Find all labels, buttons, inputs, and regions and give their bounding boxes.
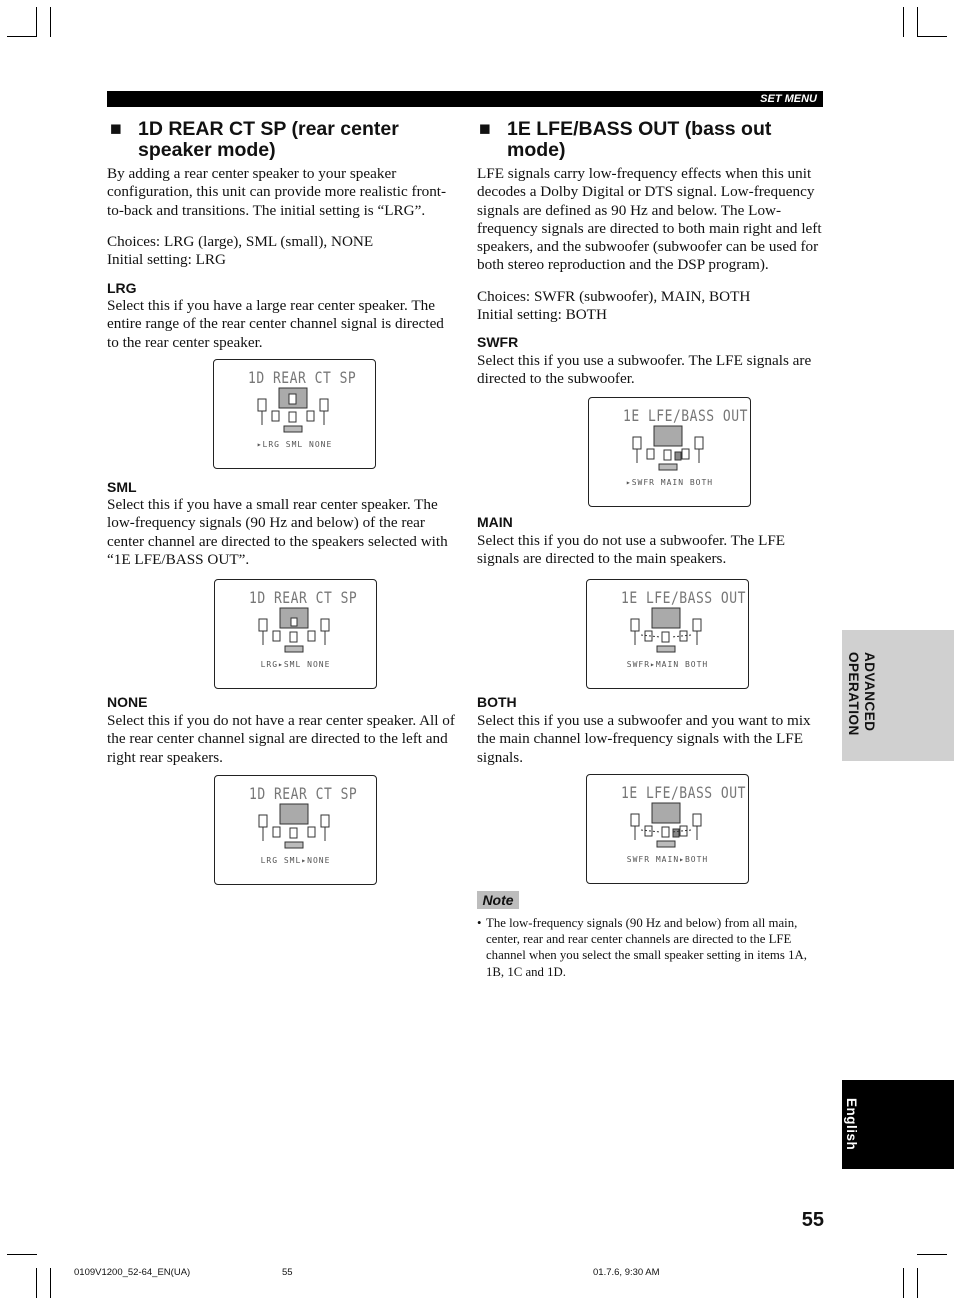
footer-file: 0109V1200_52-64_EN(UA) <box>74 1267 191 1278</box>
section-heading-rear-ct: ■ 1D REAR CT SP (rear center speaker mode) <box>110 118 399 161</box>
option-text-both: Select this if you use a subwoofer and you want to mix the main channel low-frequency signals with the LFE signals. <box>477 712 811 766</box>
choices-text: Choices: SWFR (subwoofer), MAIN, BOTH <box>477 288 751 305</box>
display-title: 1E LFE/BASS OUT <box>623 407 748 426</box>
square-bullet-icon: ■ <box>110 118 122 140</box>
section-header-bar <box>107 91 823 107</box>
option-heading-both: BOTH <box>477 694 517 710</box>
footer-page: 55 <box>282 1267 293 1278</box>
crop-mark <box>36 7 37 37</box>
crop-mark <box>917 36 947 37</box>
intro-paragraph: By adding a rear center speaker to your speaker configuration, this unit can provide more realistic front-to-back and transitions. The initial setting is “LRG”. <box>107 165 447 219</box>
side-tab-language <box>842 1080 954 1169</box>
lcd-display-panel <box>214 579 377 689</box>
speaker-layout-diagram <box>255 605 335 655</box>
crop-mark <box>50 7 51 37</box>
section-label: SET MENU <box>760 93 817 105</box>
side-tab-label: ADVANCED <box>862 652 877 732</box>
speaker-layout-diagram <box>254 385 334 435</box>
speaker-layout-diagram <box>629 423 709 473</box>
initial-setting-text: Initial setting: BOTH <box>477 306 607 323</box>
choices-text: Choices: LRG (large), SML (small), NONE <box>107 233 374 250</box>
option-text-main: Select this if you do not use a subwoofer. The LFE signals are directed to the main speakers. <box>477 532 786 568</box>
lcd-display-panel <box>588 397 751 507</box>
language-label: English <box>844 1098 859 1151</box>
option-heading-lrg: LRG <box>107 280 137 296</box>
option-heading-main: MAIN <box>477 514 513 530</box>
display-choices: ▸SWFR MAIN BOTH <box>625 478 714 487</box>
lcd-display-panel <box>214 775 377 885</box>
option-text-none: Select this if you do not have a rear center speaker. All of the rear center channel signal are directed to the left and right rear speakers. <box>107 712 455 766</box>
square-bullet-icon: ■ <box>479 118 491 140</box>
display-title: 1E LFE/BASS OUT <box>621 589 746 608</box>
display-choices: SWFR MAIN▸BOTH <box>626 855 709 864</box>
display-choices: LRG▸SML NONE <box>260 660 331 669</box>
option-heading-none: NONE <box>107 694 148 710</box>
crop-mark <box>7 36 37 37</box>
crop-mark <box>917 1254 947 1255</box>
display-title: 1D REAR CT SP <box>249 589 358 608</box>
crop-mark <box>903 7 904 37</box>
intro-paragraph: LFE signals carry low-frequency effects when this unit decodes a Dolby Digital or DTS signal. Low-frequency signals are defined as 90 Hz and below. The Low-frequency signals are directed to both main right and left speakers, and the subwoofer (subwoofer can be used for both stereo reproduction and the DSP program). <box>477 165 822 274</box>
option-text-lrg: Select this if you have a large rear center speaker. The entire range of the rear center channel signal is directed to the rear center speaker. <box>107 297 444 351</box>
display-title: 1D REAR CT SP <box>249 785 358 804</box>
display-choices: LRG SML▸NONE <box>260 856 331 865</box>
crop-mark <box>903 1268 904 1298</box>
note-text: • The low-frequency signals (90 Hz and below) from all main, center, rear and rear center channels are directed to the LFE channel when you select the small speaker setting in items 1A, 1B, 1C and 1D. <box>477 916 807 979</box>
side-tab-label: OPERATION <box>846 652 861 736</box>
display-choices: ▸LRG SML NONE <box>256 440 333 449</box>
option-text-sml: Select this if you have a small rear center speaker. The low-frequency signals (90 Hz and below) of the rear center channel are directed to the speakers selected with “1E LFE/BASS OUT”. <box>107 496 448 568</box>
speaker-layout-diagram <box>627 800 707 850</box>
bullet-icon: • <box>477 916 482 930</box>
crop-mark <box>50 1268 51 1298</box>
lcd-display-panel <box>586 774 749 884</box>
lcd-display-panel <box>213 359 376 469</box>
display-title: 1E LFE/BASS OUT <box>621 784 746 803</box>
option-heading-sml: SML <box>107 479 137 495</box>
section-heading-lfe-bass: ■ 1E LFE/BASS OUT (bass out mode) <box>479 118 772 161</box>
page-number: 55 <box>801 1209 824 1231</box>
speaker-layout-diagram <box>255 801 335 851</box>
footer-timestamp: 01.7.6, 9:30 AM <box>593 1267 660 1278</box>
option-heading-swfr: SWFR <box>477 334 519 350</box>
crop-mark <box>917 1268 918 1298</box>
display-title: 1D REAR CT SP <box>248 369 357 388</box>
crop-mark <box>7 1254 37 1255</box>
note-label: Note <box>477 891 519 909</box>
side-tab-advanced-operation <box>842 630 954 761</box>
speaker-layout-diagram <box>627 605 707 655</box>
option-text-swfr: Select this if you use a subwoofer. The LFE signals are directed to the subwoofer. <box>477 352 812 388</box>
initial-setting-text: Initial setting: LRG <box>107 251 226 268</box>
display-choices: SWFR▸MAIN BOTH <box>626 660 709 669</box>
crop-mark <box>917 7 918 37</box>
lcd-display-panel <box>586 579 749 689</box>
crop-mark <box>36 1268 37 1298</box>
